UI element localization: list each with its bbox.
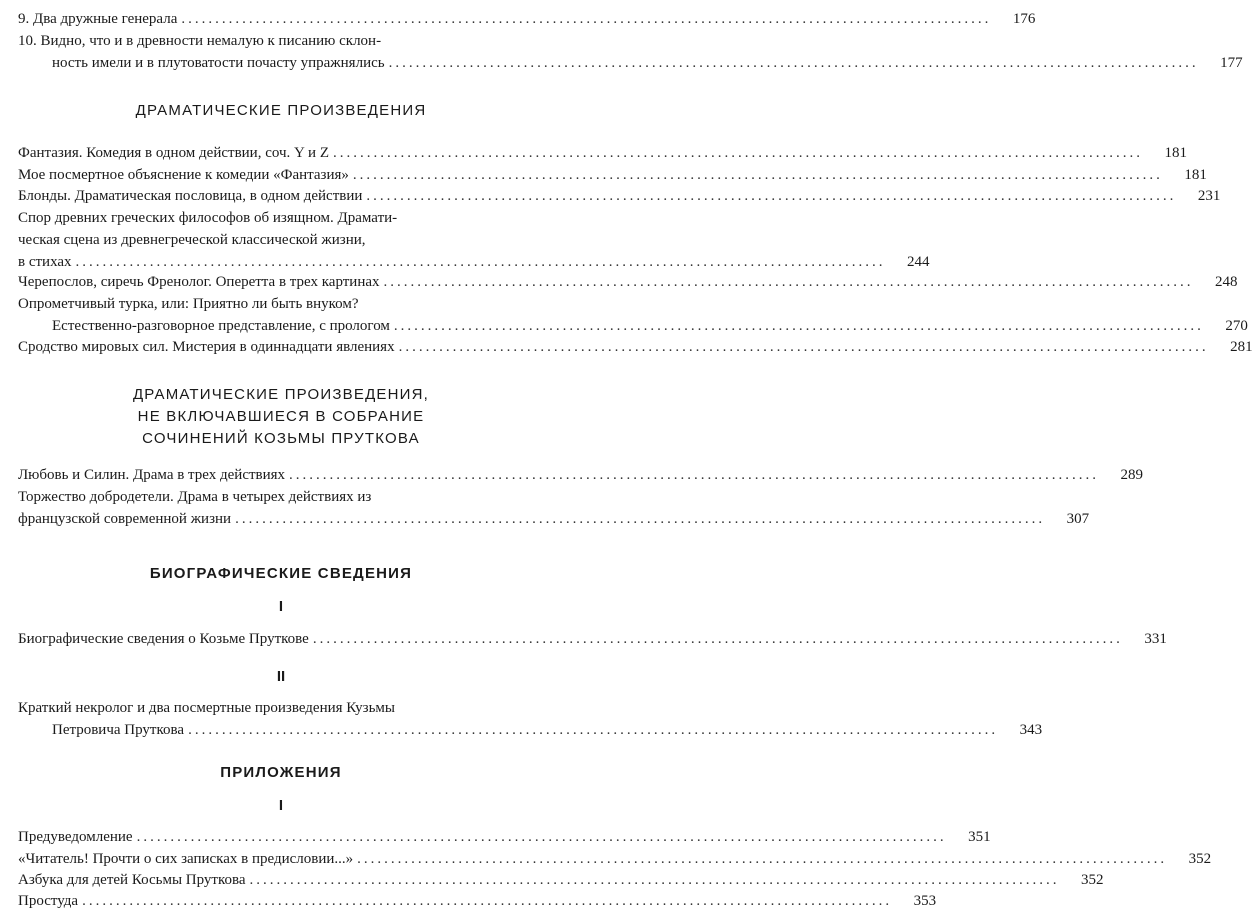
toc-entry — [18, 869, 1104, 891]
entry-title: Простуда — [18, 893, 79, 909]
entry-title-cont: Естественно-разговорное представление, с прологом — [52, 318, 390, 334]
section-title-line: НЕ ВКЛЮЧАВШИЕСЯ В СОБРАНИЕ — [137, 408, 425, 425]
page-number: 248 — [1215, 274, 1238, 290]
page-number: 351 — [968, 829, 991, 845]
entry-title: Блонды. Драматическая пословица, в одном действии — [18, 188, 363, 204]
entry-title: Азбука для детей Косьмы Пруткова — [18, 872, 246, 888]
entry-title: Торжество добродетели. Драма в четырех действиях из — [18, 489, 372, 505]
section-title: ПРИЛОЖЕНИЯ — [220, 764, 342, 781]
entry-title: Фантазия. Комедия в одном действии, соч. Y и Z — [18, 145, 329, 161]
entry-title: Сродство мировых сил. Мистерия в одиннадцати явлениях — [18, 339, 395, 355]
entry-title: Мое посмертное объяснение к комедии «Фантазия» — [18, 167, 349, 183]
section-title-line: СОЧИНЕНИЙ КОЗЬМЫ ПРУТКОВА — [142, 430, 420, 447]
section-title: ДРАМАТИЧЕСКИЕ ПРОИЗВЕДЕНИЯ — [135, 102, 427, 119]
page-number: 353 — [913, 893, 937, 909]
leader-dots: ........................................................................................................................ — [235, 511, 1046, 527]
entry-title: Любовь и Силин. Драма в трех действиях — [18, 467, 286, 483]
toc-entry — [18, 697, 1043, 741]
part-numeral: I — [278, 598, 284, 615]
page-number: 270 — [1225, 318, 1248, 334]
leader-dots: ........................................................................................................................ — [75, 254, 886, 270]
page-number: 289 — [1120, 467, 1144, 483]
toc-entry — [18, 890, 937, 912]
page-number: 352 — [1188, 851, 1212, 867]
leader-dots: ........................................................................................................................ — [332, 145, 1143, 161]
entry-title: Краткий некролог и два посмертные произведения Кузьмы — [18, 700, 396, 716]
leader-dots: ........................................................................................................................ — [188, 722, 999, 738]
entry-title: Черепослов, сиречь Френолог. Оперетта в трех картинах — [18, 274, 380, 290]
leader-dots: ........................................................................................................................ — [398, 339, 1209, 355]
section-title-line: ДРАМАТИЧЕСКИЕ ПРОИЗВЕДЕНИЯ, — [132, 386, 430, 403]
entry-title: Опрометчивый турка, или: Приятно ли быть внуком? — [18, 296, 359, 312]
toc-entry — [18, 207, 930, 273]
toc-entry — [18, 8, 1036, 30]
leader-dots: ........................................................................................................................ — [393, 318, 1204, 334]
leader-dots: ........................................................................................................................ — [312, 631, 1123, 647]
leader-dots: ........................................................................................................................ — [352, 167, 1163, 183]
entry-title: Биографические сведения о Козьме Пруткове — [18, 631, 309, 647]
page-number: 181 — [1184, 167, 1207, 183]
leader-dots: ........................................................................................................................ — [82, 893, 893, 909]
page-number: 343 — [1019, 722, 1043, 738]
page-number: 307 — [1066, 511, 1090, 527]
entry-title: Спор древних греческих философов об изящном. Драмати- — [18, 210, 398, 226]
toc-entry — [18, 271, 1238, 293]
part-numeral: II — [276, 668, 286, 685]
leader-dots: ........................................................................................................................ — [249, 872, 1060, 888]
toc-entry — [18, 848, 1212, 870]
toc-entry — [18, 464, 1144, 486]
leader-dots: ........................................................................................................................ — [289, 467, 1100, 483]
toc-entry — [18, 826, 991, 848]
page-number: 281 — [1230, 339, 1253, 355]
page-number: 181 — [1164, 145, 1187, 161]
leader-dots: ........................................................................................................................ — [136, 829, 947, 845]
leader-dots: ........................................................................................................................ — [366, 188, 1177, 204]
leader-dots: ........................................................................................................................ — [383, 274, 1194, 290]
toc-entry — [18, 293, 1248, 337]
entry-title-cont: в стихах — [18, 254, 72, 270]
toc-entry — [18, 142, 1187, 164]
entry-title: 10. Видно, что и в древности немалую к писанию склон- — [18, 33, 382, 49]
section-title: БИОГРАФИЧЕСКИЕ СВЕДЕНИЯ — [149, 565, 413, 582]
page-number: 331 — [1144, 631, 1167, 647]
entry-title-cont: ческая сцена из древнегреческой классической жизни, — [18, 232, 366, 248]
toc-entry — [18, 185, 1221, 207]
page-number: 176 — [1012, 11, 1036, 27]
leader-dots: ........................................................................................................................ — [388, 55, 1199, 71]
part-numeral: I — [278, 797, 284, 814]
toc-entry — [18, 486, 1090, 530]
leader-dots: ........................................................................................................................ — [181, 11, 992, 27]
entry-title: 9. Два дружные генерала — [18, 11, 178, 27]
page-number: 244 — [907, 254, 930, 270]
entry-title-cont: Петровича Пруткова — [52, 722, 185, 738]
page-number: 177 — [1220, 55, 1243, 71]
entry-title-cont: французской современной жизни — [18, 511, 232, 527]
page-number: 352 — [1081, 872, 1104, 888]
toc-entry — [18, 164, 1207, 186]
entry-title: «Читатель! Прочти о сих записках в предисловии...» — [18, 851, 354, 867]
toc-entry — [18, 336, 1253, 358]
section-title — [18, 384, 544, 450]
entry-title: Предуведомление — [18, 829, 133, 845]
page-number: 231 — [1197, 188, 1221, 204]
entry-title-cont: ность имели и в плутоватости почасту упражнялись — [52, 55, 385, 71]
leader-dots: ........................................................................................................................ — [357, 851, 1168, 867]
toc-entry — [18, 628, 1167, 650]
toc-entry — [18, 30, 1243, 74]
